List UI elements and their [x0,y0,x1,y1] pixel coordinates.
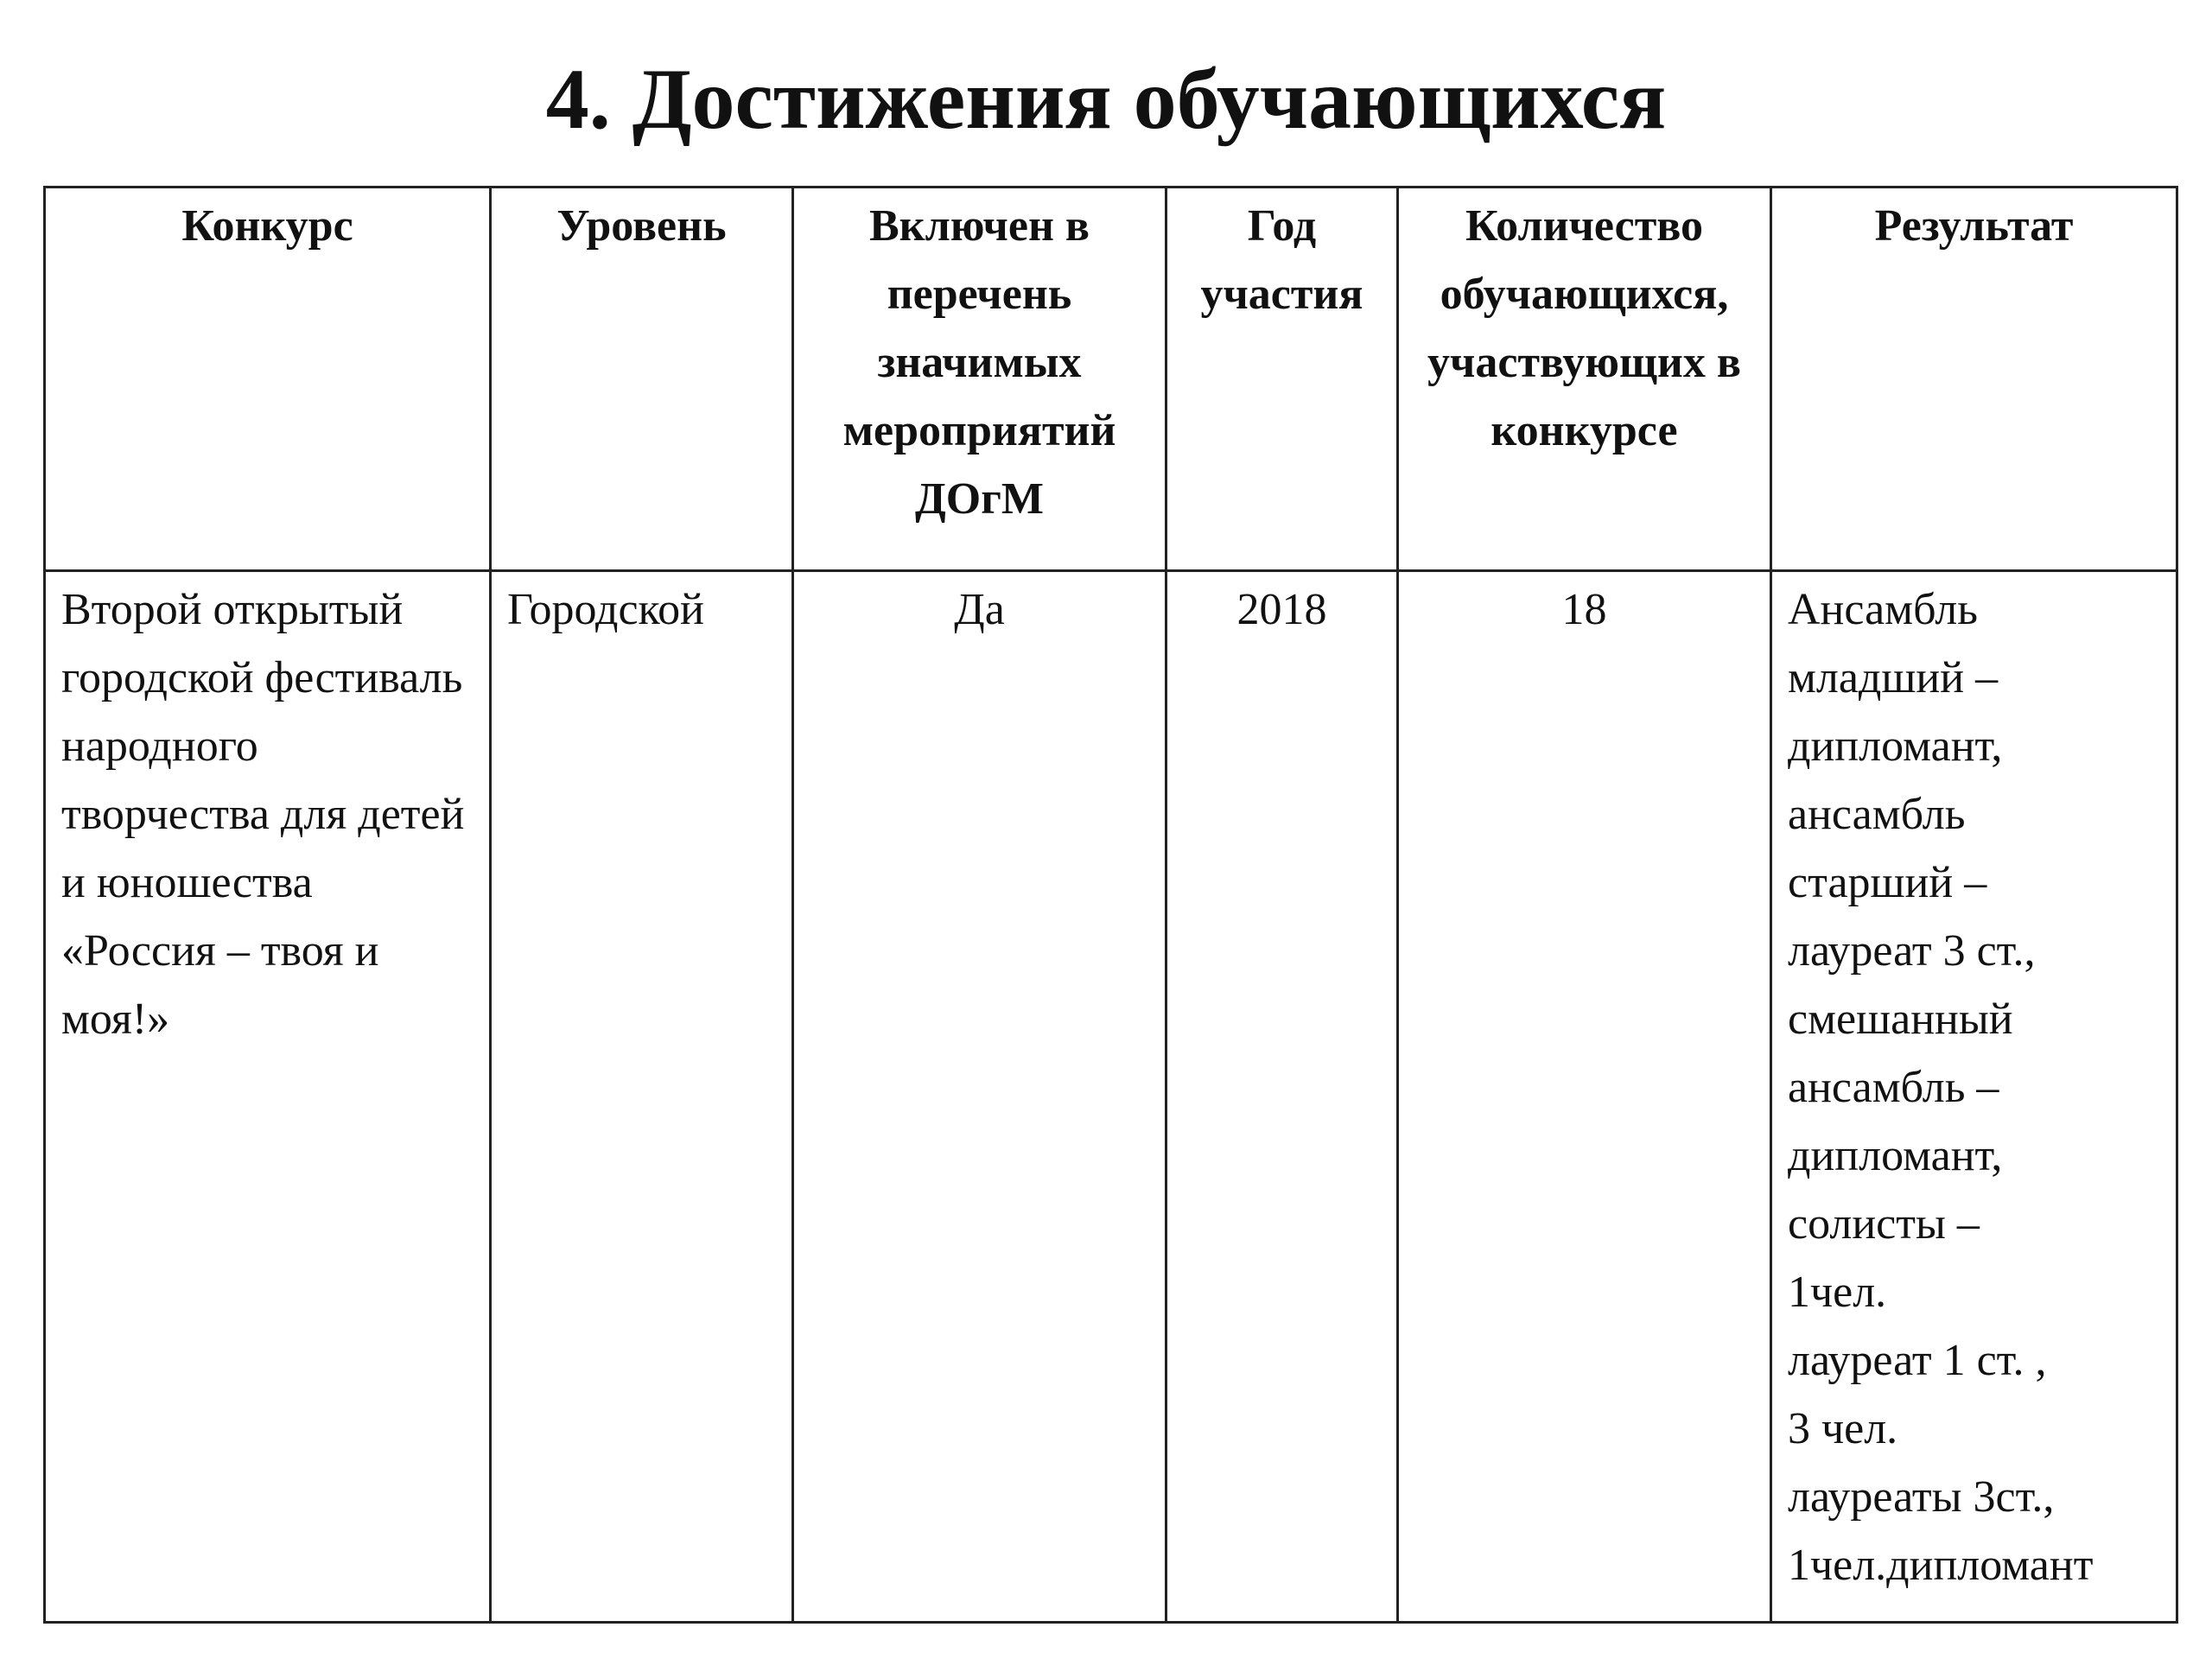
cell-result [1771,571,2177,1623]
cell-contest: Второй открытый городской фестиваль народного творчества для детей и юношества «Россия – твоя и моя!» [45,571,491,1623]
page-title: 4. Достижения обучающихся [545,51,1667,147]
cell-included: Да [793,571,1166,1623]
achievements-table [43,186,2178,1624]
header-included-in-list: Включен в перечень значимых мероприятий ДОгМ [793,188,1166,571]
header-participants-count: Количество обучающихся, участвующих в конкурсе [1398,188,1771,571]
cell-count: 18 [1398,571,1771,1623]
header-result: Результат [1771,188,2177,571]
cell-level: Городской [491,571,793,1623]
header-contest: Конкурс [45,188,491,571]
cell-result-text: Ансамбль младший – дипломант, ансамбль старший – лауреат 3 ст., смешанный ансамбль – дипломант, солисты – 1чел. лауреат 1 ст. , 3 чел. лауреаты 3ст., 1чел.дипломант [1788,585,2094,1590]
cell-year: 2018 [1166,571,1398,1623]
header-level: Уровень [491,188,793,571]
header-year: Год участия [1166,188,1398,571]
table-row [45,571,2177,1623]
table-header-row [45,188,2177,571]
